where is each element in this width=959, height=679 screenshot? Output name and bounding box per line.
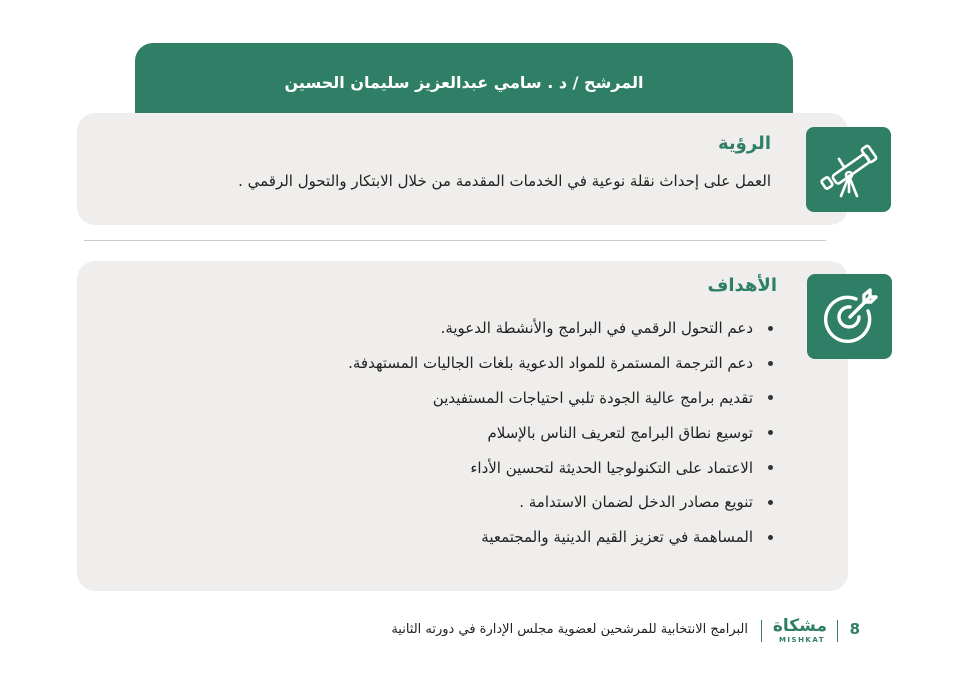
footer bbox=[300, 616, 860, 644]
goals-title: الأهداف bbox=[707, 275, 777, 296]
goal-item: الاعتماد على التكنولوجيا الحديثة لتحسين الأداء bbox=[348, 450, 773, 485]
mishkat-logo-latin: MISHKAT bbox=[778, 636, 825, 644]
candidate-header bbox=[135, 43, 793, 123]
bullet-icon bbox=[768, 430, 773, 435]
footer-title: البرامج الانتخابية للمرشحين لعضوية مجلس الإدارة في دورته الثانية bbox=[391, 622, 748, 637]
candidate-name: المرشح / د . سامي عبدالعزيز سليمان الحسين bbox=[284, 73, 644, 92]
bullet-icon bbox=[768, 500, 773, 505]
vision-title: الرؤية bbox=[718, 133, 771, 154]
goal-item: توسيع نطاق البرامج لتعريف الناس بالإسلام bbox=[348, 415, 773, 450]
bullet-icon bbox=[768, 326, 773, 331]
goal-item: تنويع مصادر الدخل لضمان الاستدامة . bbox=[348, 485, 773, 520]
goal-item: المساهمة في تعزيز القيم الدينية والمجتمعية bbox=[348, 520, 773, 555]
bullet-icon bbox=[768, 395, 773, 400]
bullet-icon bbox=[768, 535, 773, 540]
vision-card bbox=[77, 113, 848, 225]
footer-separator bbox=[837, 620, 838, 642]
goal-item: دعم الترجمة المستمرة للمواد الدعوية بلغات الجاليات المستهدفة. bbox=[348, 346, 773, 381]
section-divider bbox=[84, 240, 826, 241]
target-arrow-icon bbox=[807, 274, 892, 359]
telescope-icon bbox=[806, 127, 891, 212]
mishkat-logo: مشكاة bbox=[772, 616, 827, 636]
goal-item: دعم التحول الرقمي في البرامج والأنشطة الدعوية. bbox=[348, 311, 773, 346]
page-number: 8 bbox=[849, 620, 860, 638]
vision-text: العمل على إحداث نقلة نوعية في الخدمات المقدمة من خلال الابتكار والتحول الرقمي . bbox=[238, 172, 771, 190]
bullet-icon bbox=[768, 361, 773, 366]
bullet-icon bbox=[768, 465, 773, 470]
goal-item: تقديم برامج عالية الجودة تلبي احتياجات المستفيدين bbox=[348, 381, 773, 416]
goals-list bbox=[348, 311, 773, 555]
footer-separator bbox=[761, 620, 762, 642]
